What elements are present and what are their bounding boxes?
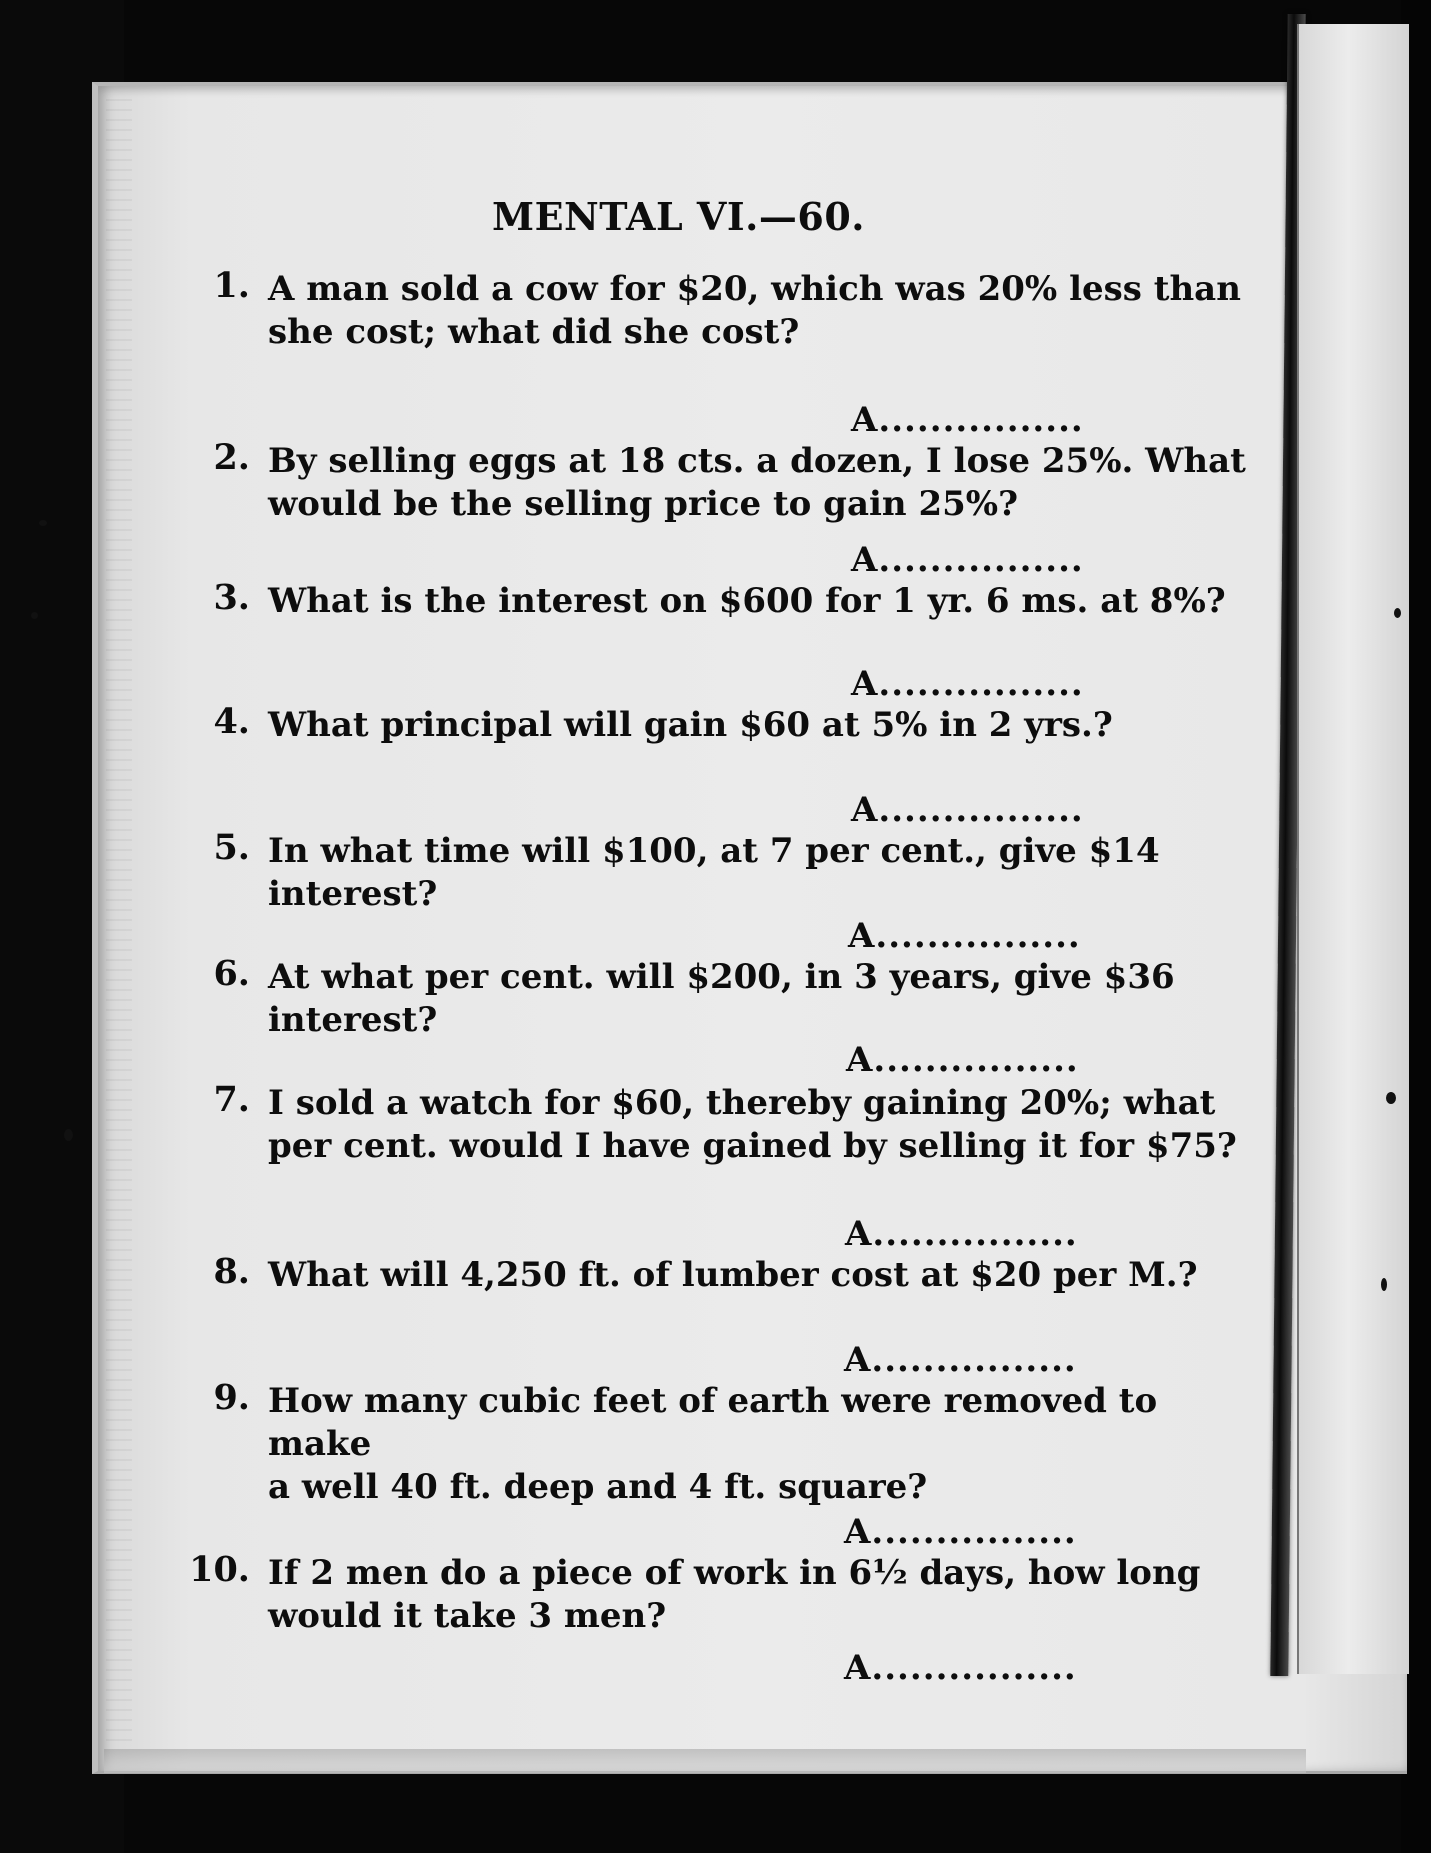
question-number: 3. (213, 577, 250, 618)
question-text: What will 4,250 ft. of lumber cost at $20 per M.? (268, 1255, 1198, 1295)
answer-line: A................ (844, 1512, 1077, 1552)
question-2 (180, 437, 1290, 560)
scan-speck (64, 1129, 73, 1141)
scan-speck (1394, 608, 1401, 618)
answer-line: A................ (851, 540, 1084, 580)
question-number: 10. (189, 1549, 250, 1590)
scan-speck (31, 612, 38, 619)
question-text: If 2 men do a piece of work in 6½ days, how long would it take 3 men? (268, 1553, 1201, 1636)
question-text: In what time will $100, at 7 per cent., give $14 interest? (268, 831, 1160, 914)
question-text: How many cubic feet of earth were removed to make a well 40 ft. deep and 4 ft. square? (268, 1381, 1158, 1507)
question-text: At what per cent. will $200, in 3 years, give $36 interest? (268, 957, 1175, 1040)
question-number: 8. (213, 1251, 250, 1292)
question-text: By selling eggs at 18 cts. a dozen, I lose 25%. What would be the selling price to gain 25%? (268, 441, 1246, 524)
question-8 (180, 1251, 1290, 1374)
answer-line: A................ (851, 790, 1084, 830)
answer-line: A................ (848, 916, 1081, 956)
question-4 (180, 701, 1290, 824)
question-number: 5. (213, 827, 250, 868)
question-number: 7. (213, 1079, 250, 1120)
question-9 (180, 1377, 1290, 1507)
worksheet-title: MENTAL VI.—60. (492, 194, 865, 239)
answer-line: A................ (844, 1648, 1077, 1688)
question-number: 9. (213, 1377, 250, 1418)
question-number: 2. (213, 437, 250, 478)
question-text: What principal will gain $60 at 5% in 2 yrs.? (268, 705, 1113, 745)
scan-speck (1381, 1278, 1387, 1291)
question-text: A man sold a cow for $20, which was 20% less than she cost; what did she cost? (268, 269, 1241, 352)
question-3 (180, 577, 1290, 700)
question-7 (180, 1079, 1290, 1202)
answer-line: A................ (844, 1340, 1077, 1380)
answer-line: A................ (851, 664, 1084, 704)
answer-line: A................ (846, 1040, 1079, 1080)
answer-line: A................ (845, 1214, 1078, 1254)
question-number: 1. (213, 265, 250, 306)
question-10 (180, 1549, 1290, 1672)
question-text: What is the interest on $600 for 1 yr. 6 ms. at 8%? (268, 581, 1226, 621)
scan-speck (1386, 1092, 1396, 1104)
question-number: 6. (213, 953, 250, 994)
scan-speck (39, 520, 47, 526)
answer-line: A................ (851, 400, 1084, 440)
question-number: 4. (213, 701, 250, 742)
question-5 (180, 827, 1290, 950)
question-1 (180, 265, 1290, 388)
question-6 (180, 953, 1290, 1076)
question-text: I sold a watch for $60, thereby gaining 20%; what per cent. would I have gained by selling it for $75? (268, 1083, 1237, 1166)
